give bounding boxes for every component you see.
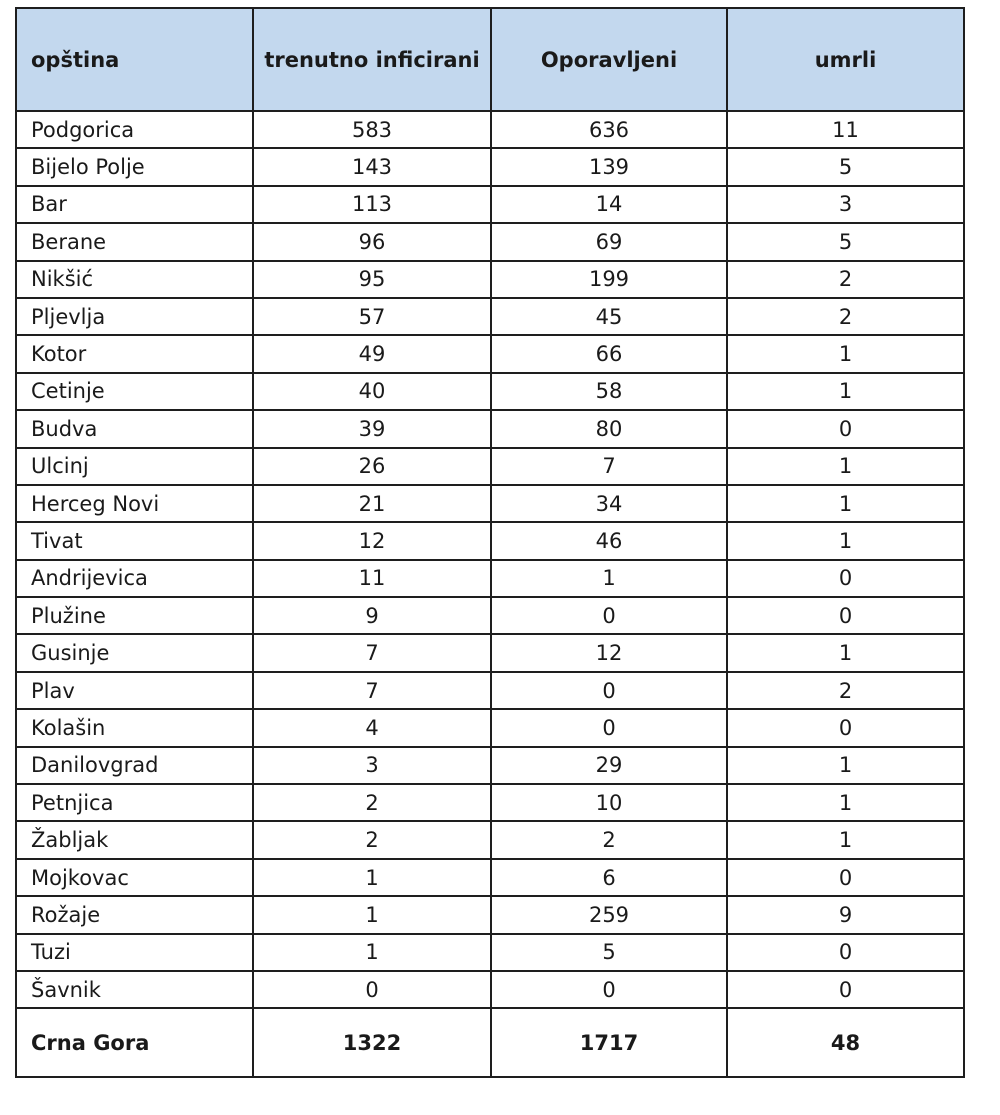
table-row [16,896,964,933]
municipality-cell: Gusinje [16,634,253,671]
deceased-cell: 2 [727,672,964,709]
municipality-cell: Herceg Novi [16,485,253,522]
deceased-cell: 0 [727,560,964,597]
municipality-cell: Mojkovac [16,859,253,896]
municipality-cell: Ulcinj [16,448,253,485]
total-recovered: 1717 [491,1008,727,1077]
recovered-cell: 6 [491,859,727,896]
infected-cell: 9 [253,597,491,634]
deceased-cell: 1 [727,747,964,784]
recovered-cell: 7 [491,448,727,485]
municipality-cell: Tuzi [16,934,253,971]
table-row [16,597,964,634]
total-deceased: 48 [727,1008,964,1077]
recovered-cell: 0 [491,971,727,1008]
infected-cell: 95 [253,261,491,298]
municipality-cell: Petnjica [16,784,253,821]
infected-cell: 4 [253,709,491,746]
infected-cell: 2 [253,821,491,858]
table-row [16,971,964,1008]
infected-cell: 0 [253,971,491,1008]
infected-cell: 1 [253,934,491,971]
infected-cell: 39 [253,410,491,447]
municipality-cell: Budva [16,410,253,447]
table-row [16,186,964,223]
table-row [16,335,964,372]
table-row [16,223,964,260]
infected-cell: 96 [253,223,491,260]
table-row [16,821,964,858]
infected-cell: 21 [253,485,491,522]
deceased-cell: 0 [727,934,964,971]
header-municipality: opština [16,8,253,111]
deceased-cell: 1 [727,485,964,522]
deceased-cell: 9 [727,896,964,933]
municipality-cell: Nikšić [16,261,253,298]
deceased-cell: 5 [727,148,964,185]
deceased-cell: 1 [727,634,964,671]
recovered-cell: 0 [491,597,727,634]
table-row [16,373,964,410]
table-row [16,448,964,485]
header-deceased: umrli [727,8,964,111]
deceased-cell: 2 [727,298,964,335]
recovered-cell: 34 [491,485,727,522]
header-currently-infected: trenutno inficirani [253,8,491,111]
table-row [16,859,964,896]
recovered-cell: 0 [491,709,727,746]
municipality-cell: Šavnik [16,971,253,1008]
table-row [16,634,964,671]
recovered-cell: 0 [491,672,727,709]
header-row [16,8,964,111]
recovered-cell: 12 [491,634,727,671]
infected-cell: 26 [253,448,491,485]
recovered-cell: 14 [491,186,727,223]
infected-cell: 11 [253,560,491,597]
table-row [16,148,964,185]
infected-cell: 12 [253,522,491,559]
municipality-cell: Žabljak [16,821,253,858]
table-row [16,261,964,298]
municipality-cell: Danilovgrad [16,747,253,784]
deceased-cell: 1 [727,373,964,410]
infected-cell: 2 [253,784,491,821]
recovered-cell: 636 [491,111,727,148]
municipality-cell: Tivat [16,522,253,559]
recovered-cell: 80 [491,410,727,447]
table-row [16,560,964,597]
table-row [16,522,964,559]
municipality-cell: Rožaje [16,896,253,933]
deceased-cell: 0 [727,410,964,447]
municipality-cell: Berane [16,223,253,260]
recovered-cell: 10 [491,784,727,821]
deceased-cell: 11 [727,111,964,148]
infected-cell: 113 [253,186,491,223]
table-row [16,298,964,335]
deceased-cell: 0 [727,859,964,896]
deceased-cell: 1 [727,448,964,485]
table-row [16,111,964,148]
deceased-cell: 5 [727,223,964,260]
municipality-cell: Kotor [16,335,253,372]
recovered-cell: 29 [491,747,727,784]
table-footer [16,1008,964,1077]
recovered-cell: 69 [491,223,727,260]
table-body [16,111,964,1008]
recovered-cell: 2 [491,821,727,858]
recovered-cell: 5 [491,934,727,971]
total-label: Crna Gora [16,1008,253,1077]
municipality-cell: Plužine [16,597,253,634]
deceased-cell: 0 [727,597,964,634]
table-header [16,8,964,111]
table-row [16,709,964,746]
infected-cell: 7 [253,634,491,671]
table-row [16,485,964,522]
recovered-cell: 58 [491,373,727,410]
municipality-covid-table [15,7,965,1078]
recovered-cell: 66 [491,335,727,372]
municipality-cell: Kolašin [16,709,253,746]
total-row [16,1008,964,1077]
recovered-cell: 1 [491,560,727,597]
table-row [16,934,964,971]
infected-cell: 7 [253,672,491,709]
header-recovered: Oporavljeni [491,8,727,111]
deceased-cell: 1 [727,784,964,821]
municipality-cell: Pljevlja [16,298,253,335]
infected-cell: 143 [253,148,491,185]
infected-cell: 1 [253,859,491,896]
recovered-cell: 259 [491,896,727,933]
municipality-cell: Podgorica [16,111,253,148]
municipality-cell: Cetinje [16,373,253,410]
infected-cell: 3 [253,747,491,784]
table-row [16,747,964,784]
infected-cell: 57 [253,298,491,335]
recovered-cell: 139 [491,148,727,185]
total-currently-infected: 1322 [253,1008,491,1077]
infected-cell: 1 [253,896,491,933]
infected-cell: 49 [253,335,491,372]
table-row [16,410,964,447]
deceased-cell: 1 [727,821,964,858]
recovered-cell: 45 [491,298,727,335]
deceased-cell: 1 [727,522,964,559]
deceased-cell: 0 [727,971,964,1008]
municipality-cell: Plav [16,672,253,709]
infected-cell: 583 [253,111,491,148]
deceased-cell: 1 [727,335,964,372]
recovered-cell: 46 [491,522,727,559]
infected-cell: 40 [253,373,491,410]
municipality-cell: Bar [16,186,253,223]
municipality-cell: Andrijevica [16,560,253,597]
table-row [16,784,964,821]
deceased-cell: 0 [727,709,964,746]
municipality-cell: Bijelo Polje [16,148,253,185]
recovered-cell: 199 [491,261,727,298]
deceased-cell: 3 [727,186,964,223]
table-row [16,672,964,709]
deceased-cell: 2 [727,261,964,298]
